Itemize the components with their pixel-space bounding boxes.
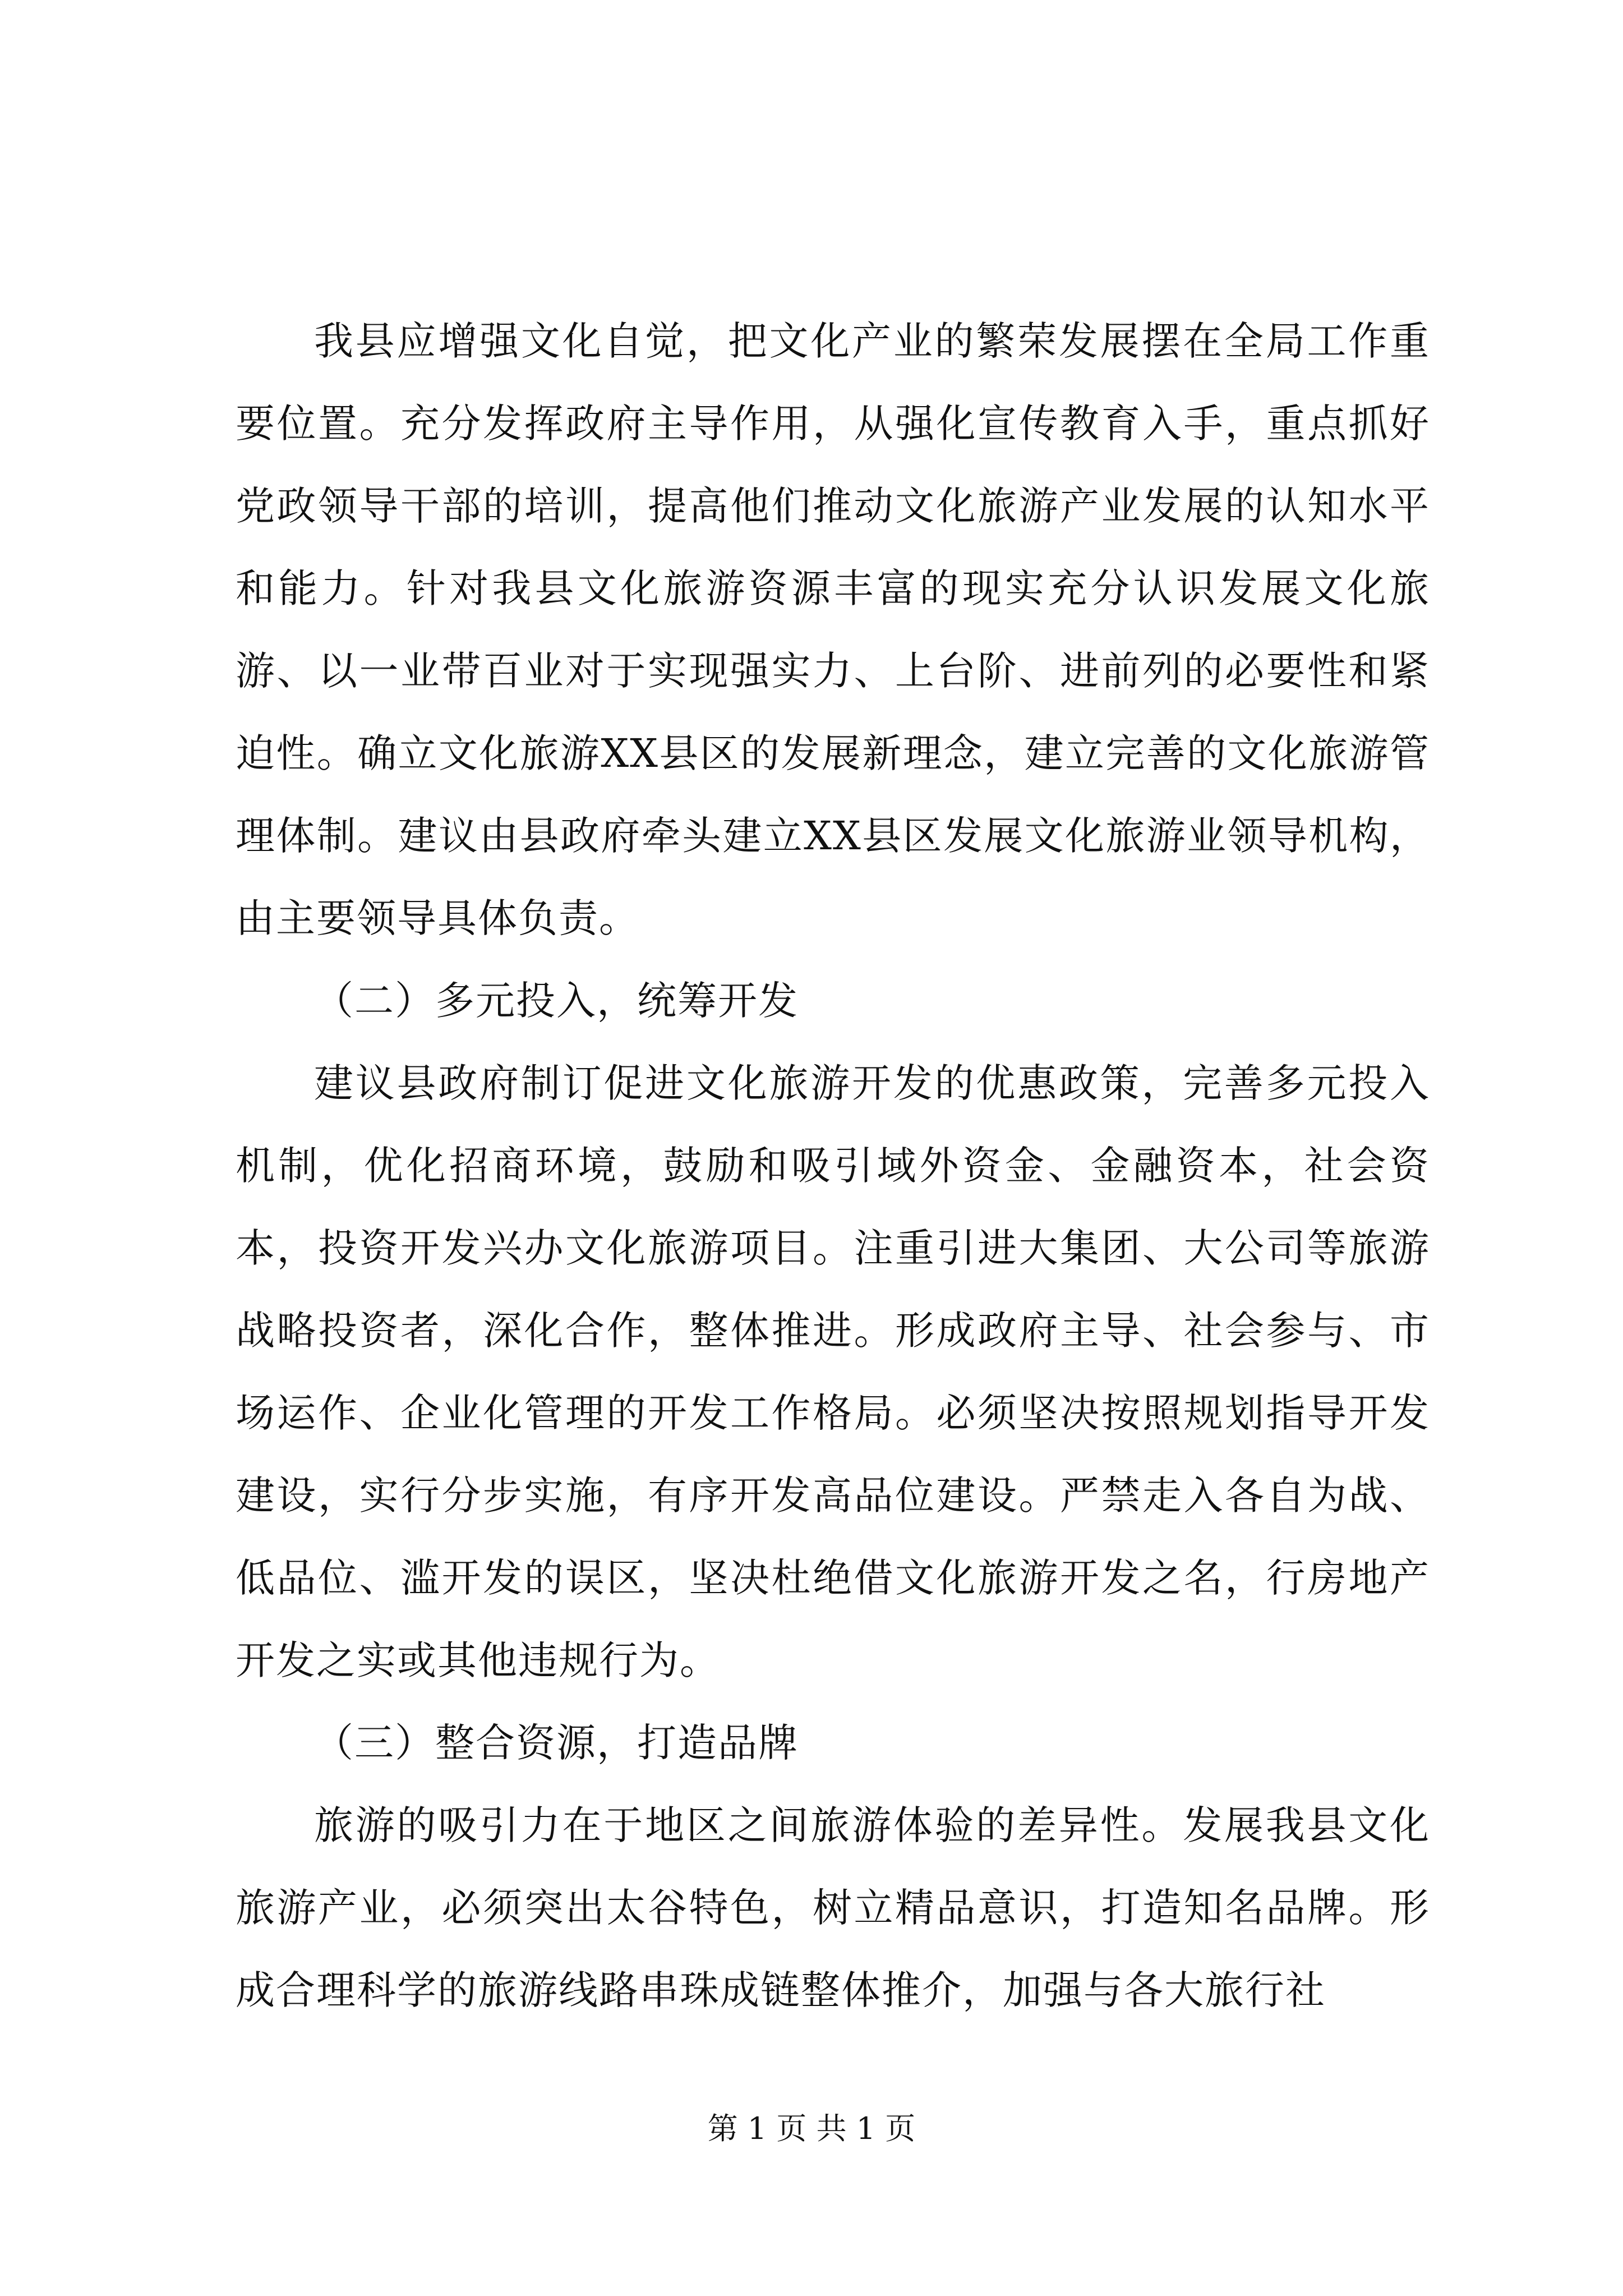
body-paragraph: 我县应增强文化自觉，把文化产业的繁荣发展摆在全局工作重要位置。充分发挥政府主导作用，从强化宣传教育入手，重点抓好党政领导干部的培训，提高他们推动文化旅游产业发展的认知水平和能力。针对我县文化旅游资源丰富的现实充分认识发展文化旅游、以一业带百业对于实现强实力、上台阶、进前列的必要性和紧迫性。确立文化旅游XX县区的发展新理念，建立完善的文化旅游管理体制。建议由县政府牵头建立XX县区发展文化旅游业领导机构，由主要领导具体负责。 [236,318,1430,941]
body-paragraph: 建议县政府制订促进文化旅游开发的优惠政策，完善多元投入机制，优化招商环境，鼓励和吸引域外资金、金融资本，社会资本，投资开发兴办文化旅游项目。注重引进大集团、大公司等旅游战略投资者，深化合作，整体推进。形成政府主导、社会参与、市场运作、企业化管理的开发工作格局。必须坚决按照规划指导开发建设，实行分步实施，有序开发高品位建设。严禁走入各自为战、低品位、滥开发的误区，坚决杜绝借文化旅游开发之名，行房地产开发之实或其他违规行为。 [236,1060,1430,1683]
body-paragraph: 旅游的吸引力在于地区之间旅游体验的差异性。发展我县文化旅游产业，必须突出太谷特色，树立精品意识，打造知名品牌。形成合理科学的旅游线路串珠成链整体推介，加强与各大旅行社 [236,1802,1430,2013]
document-body [236,300,1430,2032]
section-heading: （三）整合资源，打造品牌 [314,1720,799,1766]
page-number-footer: 第 1 页 共 1 页 [707,2111,916,2146]
section-heading: （二）多元投入，统筹开发 [314,978,799,1024]
